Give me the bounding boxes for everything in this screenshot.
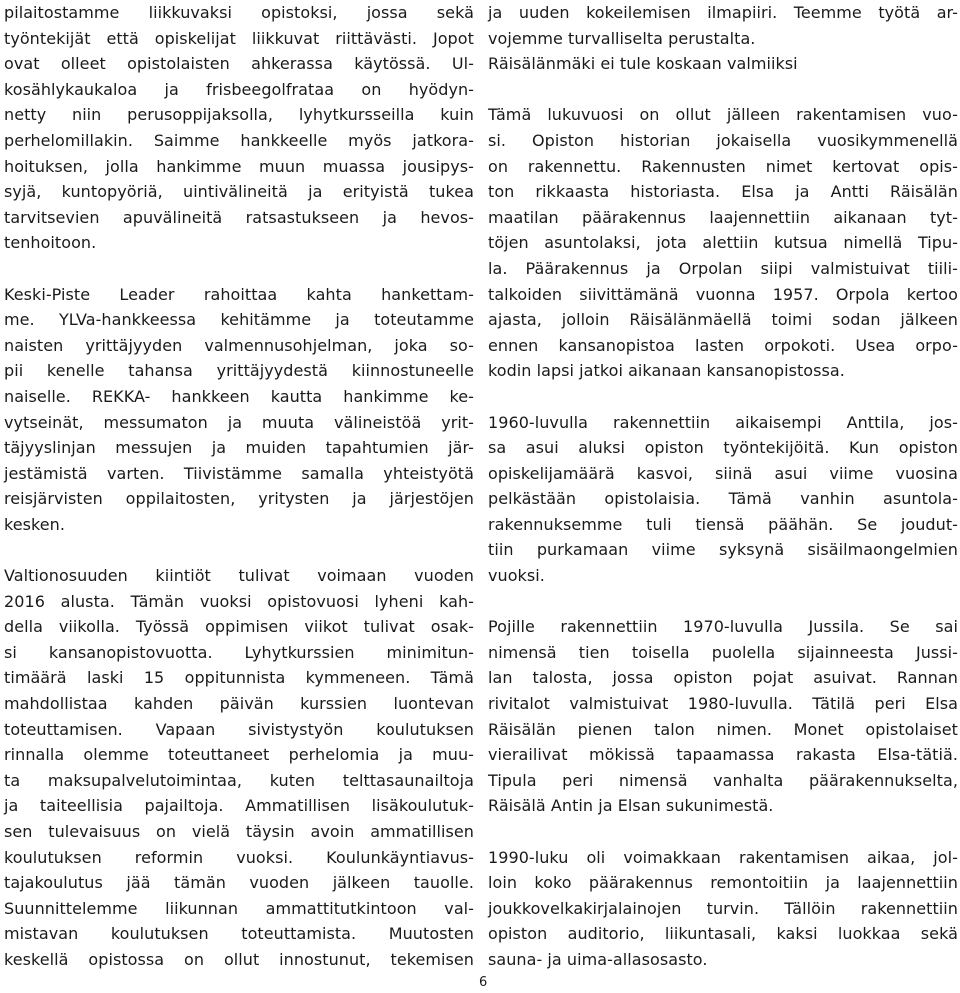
text-line: maatilan päärakennus laajennettiin aikanaan tyt- [488, 207, 958, 227]
text-line: si. Opiston historian jokaisella vuosikymmenellä [488, 130, 958, 150]
paragraph-gap [488, 819, 958, 845]
text-line: syjä, kuntopyöriä, uintivälineitä ja erityistä tukea [4, 182, 474, 202]
text-line: kosählykaukaloa ja frisbeegolfrataa on hyödyn- [4, 79, 474, 99]
text-line: pilaitostamme liikkuvaksi opistoksi, jossa sekä [4, 3, 474, 22]
paragraph-gap [488, 77, 958, 103]
text-line: sauna- ja uima-allasosasto. [488, 949, 708, 969]
text-line: 1960-luvulla rakennettiin aikaisempi Anttila, jos- [488, 412, 958, 432]
text-line: opiskelijamäärä kasvoi, siinä asui viime vuosina [488, 463, 958, 483]
text-line: talkoiden siivittämänä vuonna 1957. Orpola kertoo [488, 284, 958, 304]
text-line: rakennuksemme tuli tiensä päähän. Se joudut- [488, 514, 958, 534]
text-line: netty niin perusoppijaksolla, lyhytkursseilla kuin [4, 105, 474, 125]
text-line: vierailivat mökissä tapaamassa rakasta Elsa-tätiä. [488, 745, 958, 765]
text-line: rivitalot valmistuivat 1980-luvulla. Tätilä peri Elsa [488, 694, 958, 714]
text-line: ta maksupalvelutoimintaa, kuten telttasaunailtoja [4, 770, 474, 790]
text-line: Pojille rakennettiin 1970-luvulla Jussila. Se sai [488, 617, 958, 637]
text-line: pelkästään opistolaisia. Tämä vanhin asuntola- [488, 489, 958, 509]
text-line: Suunnittelemme liikunnan ammattitutkintoon val- [4, 898, 474, 918]
text-line: della viikolla. Työssä oppimisen viikot tulivat osak- [4, 617, 474, 637]
text-line: täjyyslinjan messujen ja muiden tapahtumien jär- [4, 438, 474, 458]
text-line: mistavan koulutuksen toteuttamista. Muutosten [4, 924, 474, 944]
text-line: sa asui aluksi opiston työntekijöitä. Kun opiston [488, 438, 958, 458]
text-line: rinnalla olemme toteuttaneet perhelomia ja muu- [4, 745, 474, 765]
text-line: tiin purkamaan viime syksynä sisäilmaongelmien [488, 540, 958, 560]
text-line: Valtionosuuden kiintiöt tulivat voimaan vuoden [4, 566, 474, 586]
paragraph-gap [488, 384, 958, 410]
text-line: vojemme turvalliselta perustalta. [488, 28, 756, 48]
text-line: me. YLVa-hankkeessa kehitämme ja toteutamme [4, 310, 474, 330]
text-line: Keski-Piste Leader rahoittaa kahta hankettam- [4, 284, 474, 304]
text-line: ja uuden kokeilemisen ilmapiiri. Teemme työtä ar- [488, 3, 958, 22]
text-line: vuoksi. [488, 566, 545, 586]
text-line: sen tulevaisuus on vielä täysin avoin ammatillisen [4, 822, 474, 841]
text-line: loin koko päärakennus remontoitiin ja laajennettiin [488, 873, 958, 893]
left-column [4, 0, 474, 973]
paragraph-gap [4, 256, 474, 282]
text-line: töjen asuntolaksi, jota alettiin kutsua nimellä Tipu- [488, 233, 958, 253]
text-line: lan talosta, jossa opiston pojat asuivat. Rannan [488, 668, 958, 688]
text-line: hoituksen, jolla hankimme muun muassa jousipys- [4, 156, 474, 176]
text-line: vytseinät, messumaton ja muuta välineistöä yrit- [4, 412, 474, 432]
text-line: si kansanopistovuotta. Lyhytkurssien minimitun- [4, 642, 474, 662]
text-line: nimensä tien toisella puolella sijainneesta Jussi- [488, 642, 958, 662]
text-line: Räisälä Antin ja Elsan sukunimestä. [488, 796, 774, 816]
text-line: reisjärvisten oppilaitosten, yritysten ja järjestöjen [4, 489, 474, 509]
text-line: tenhoitoon. [4, 233, 97, 253]
text-line: naiselle. REKKA- hankkeen kautta hankimme ke- [4, 386, 474, 406]
text-line: tarvitsevien apuvälineitä ratsastukseen ja hevos- [4, 207, 474, 227]
text-line: toteuttamisen. Vapaan sivistystyön koulutuksen [4, 719, 474, 739]
text-line: ton rikkaasta historiasta. Elsa ja Antti Räisälän [488, 182, 958, 202]
text-line: ovat olleet opistolaisten ahkerassa käytössä. Ul- [4, 54, 474, 74]
text-line: pii kenelle tahansa yrittäjyydestä kiinnostuneelle [4, 361, 474, 381]
text-line: keskellä opistossa on ollut innostunut, tekemisen [4, 949, 474, 969]
text-line: mahdollistaa kahden päivän kurssien luontevan [4, 694, 474, 714]
page-number: 6 [479, 975, 488, 990]
text-line: joukkovelkakirjalainojen turvin. Tällöin rakennettiin [488, 898, 958, 918]
text-line: ennen kansanopistoa lasten orpokoti. Usea orpo- [488, 335, 958, 355]
text-line: tajakoulutus jää tämän vuoden jälkeen tauolle. [4, 873, 474, 893]
text-line: koulutuksen reformin vuoksi. Koulunkäyntiavus- [4, 847, 474, 867]
text-line: työntekijät että opiskelijat liikkuvat riittävästi. Jopot [4, 28, 474, 48]
text-line: Tipula peri nimensä vanhalta päärakennukselta, [488, 770, 958, 790]
text-line: jestämistä varten. Tiivistämme samalla yhteistyötä [4, 463, 474, 483]
paragraph-gap [488, 589, 958, 615]
text-line: kodin lapsi jatkoi aikanaan kansanopistossa. [488, 361, 845, 381]
text-line: Räisälänmäki ei tule koskaan valmiiksi [488, 54, 798, 74]
text-line: kesken. [4, 514, 65, 534]
text-line: Tämä lukuvuosi on ollut jälleen rakentamisen vuo- [488, 105, 958, 125]
text-line: opiston auditorio, liikuntasali, kaksi luokkaa sekä [488, 924, 958, 944]
text-line: naisten yrittäjyyden valmennusohjelman, joka so- [4, 335, 474, 355]
text-line: Räisälän pienen talon nimen. Monet opistolaiset [488, 719, 958, 739]
right-column [488, 0, 958, 973]
text-line: timäärä laski 15 oppitunnista kymmeneen. Tämä [4, 668, 474, 688]
text-line: 2016 alusta. Tämän vuoksi opistovuosi lyheni kah- [4, 591, 474, 611]
paragraph-gap [4, 537, 474, 563]
text-line: perhelomillakin. Saimme hankkeelle myös jatkora- [4, 130, 474, 150]
text-line: 1990-luku oli voimakkaan rakentamisen aikaa, jol- [488, 847, 958, 867]
text-line: la. Päärakennus ja Orpolan siipi valmistuivat tiili- [488, 258, 958, 278]
text-line: ja taiteellisia pajailtoja. Ammatillisen lisäkoulutuk- [4, 796, 474, 816]
text-line: on rakennettu. Rakennusten nimet kertovat opis- [488, 156, 958, 176]
text-line: ajasta, jolloin Räisälänmäellä toimi sodan jälkeen [488, 310, 958, 330]
